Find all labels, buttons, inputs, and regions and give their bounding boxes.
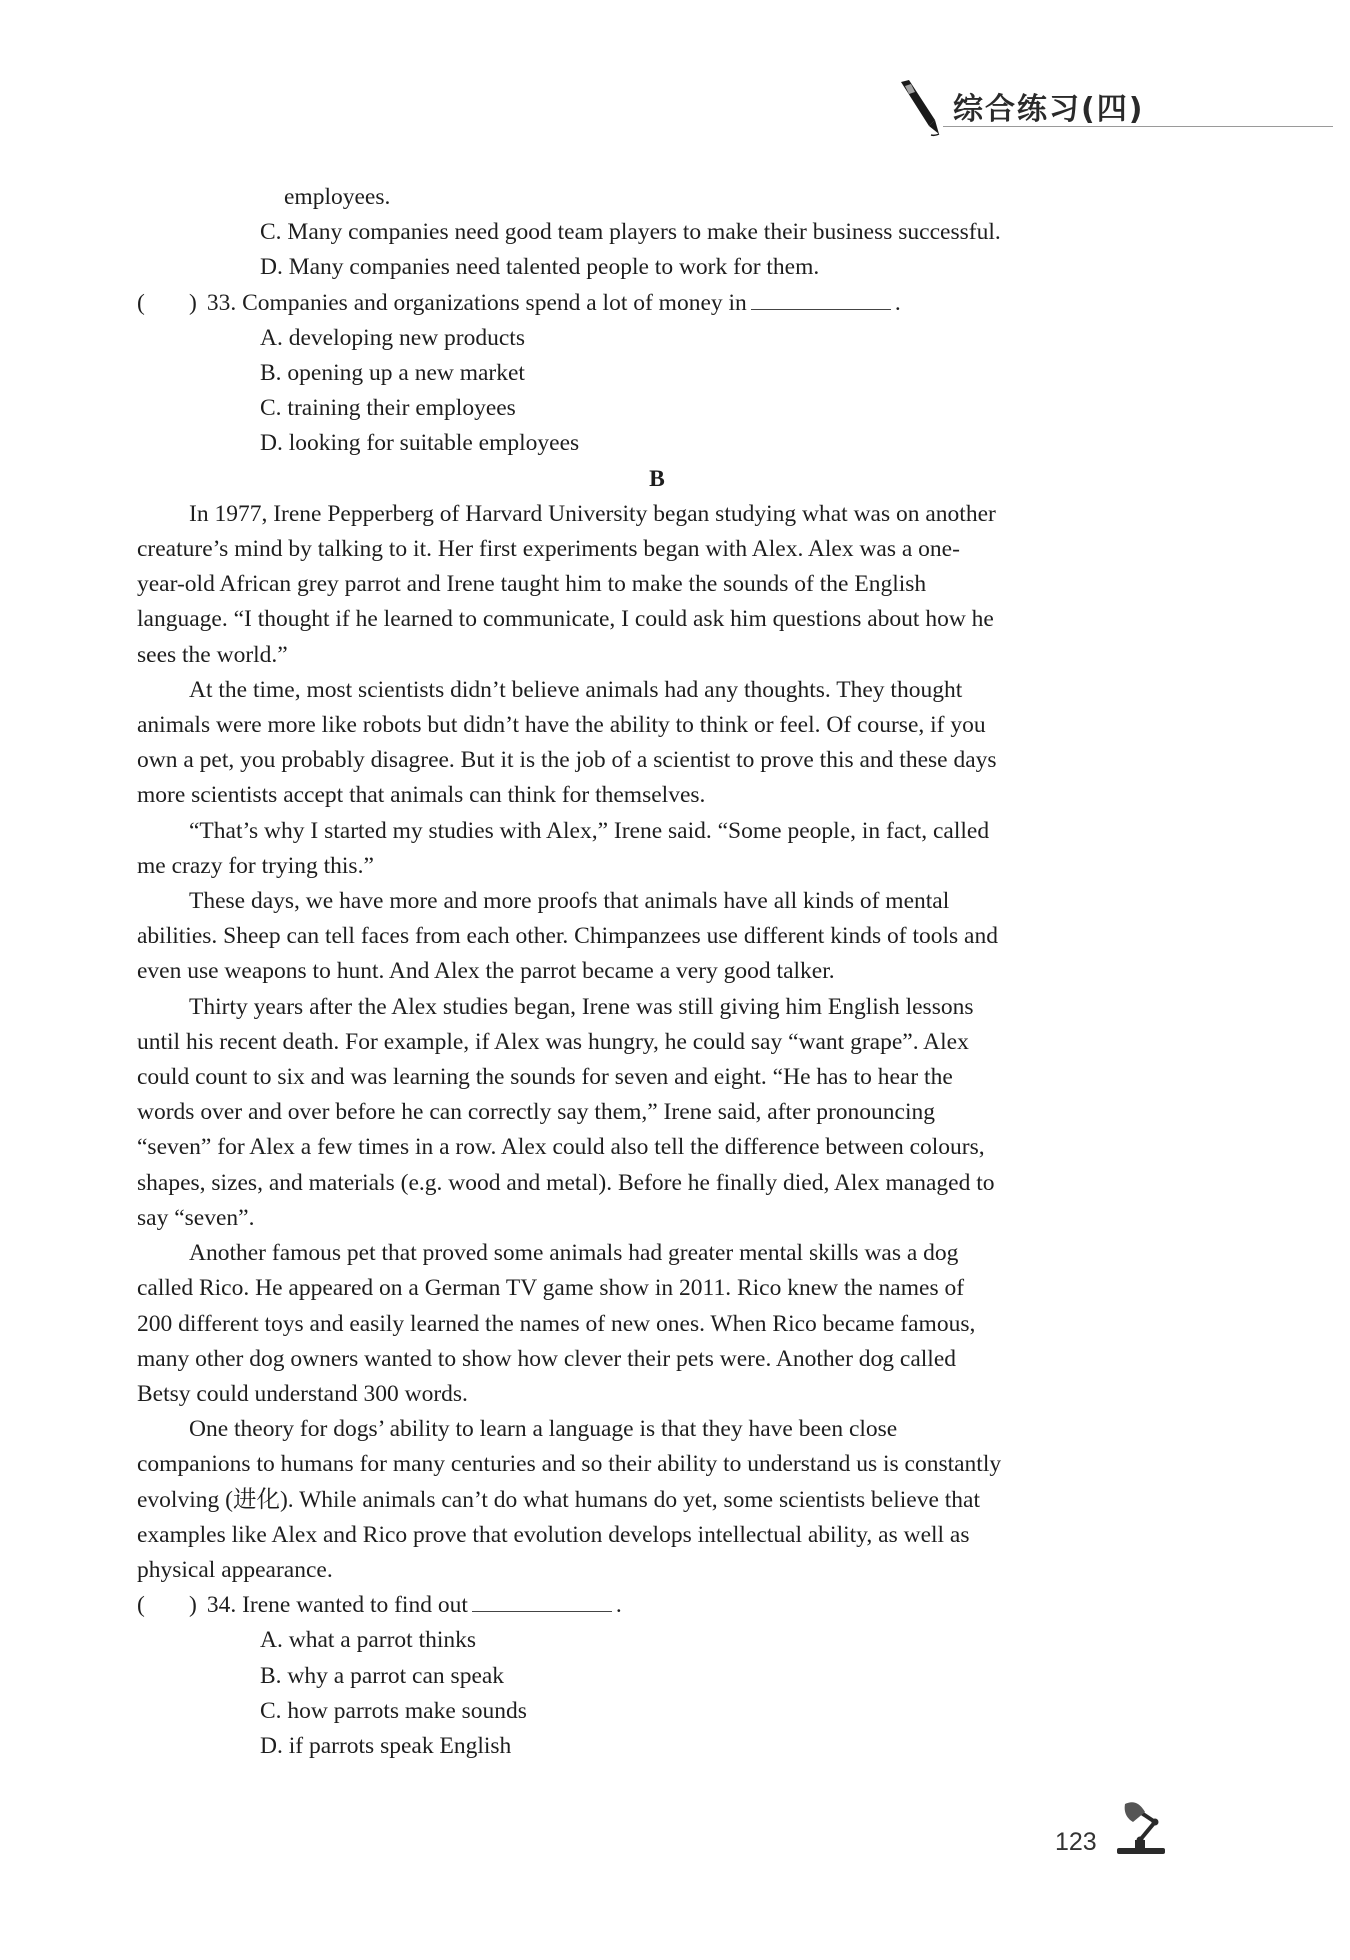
answer-bracket: (	[137, 289, 145, 316]
paragraph-line: animals were more like robots but didn’t have the ability to think or feel. Of course, if you	[137, 712, 986, 739]
question-end: .	[615, 1592, 622, 1619]
page-number: 123	[1055, 1828, 1097, 1856]
answer-bracket-close: )	[189, 289, 197, 316]
answer-option: D. looking for suitable employees	[260, 430, 580, 457]
paragraph-line: “seven” for Alex a few times in a row. Alex could also tell the difference between colours,	[137, 1134, 985, 1161]
answer-option: C. how parrots make sounds	[260, 1697, 527, 1724]
section-heading: B	[649, 465, 665, 492]
paragraph-line: me crazy for trying this.”	[137, 852, 374, 879]
pen-icon	[895, 78, 945, 138]
paragraph-line: 200 different toys and easily learned the names of new ones. When Rico became famous,	[137, 1310, 976, 1337]
paragraph-line: many other dog owners wanted to show how clever their pets were. Another dog called	[137, 1345, 957, 1372]
desk-lamp-icon	[1111, 1800, 1173, 1856]
question-end: .	[894, 289, 901, 316]
question-line	[137, 1588, 1177, 1623]
answer-bracket: (	[137, 1592, 145, 1619]
paragraph-line: examples like Alex and Rico prove that evolution develops intellectual ability, as well as	[137, 1521, 970, 1548]
answer-option: A. developing new products	[260, 324, 525, 351]
answer-option: C. training their employees	[260, 395, 516, 422]
page-footer	[1055, 1800, 1175, 1860]
paragraph-line: own a pet, you probably disagree. But it is the job of a scientist to prove this and these days	[137, 747, 997, 774]
paragraph-first-line: At the time, most scientists didn’t believe animals had any thoughts. They thought	[189, 676, 963, 703]
paragraph-line: shapes, sizes, and materials (e.g. wood and metal). Before he finally died, Alex managed to	[137, 1169, 995, 1196]
answer-blank	[751, 308, 891, 310]
paragraph-first-line: “That’s why I started my studies with Alex,” Irene said. “Some people, in fact, called	[189, 817, 990, 844]
answer-option: A. what a parrot thinks	[260, 1627, 477, 1654]
answer-option: C. Many companies need good team players to make their business successful.	[260, 219, 1001, 246]
paragraph-line: physical appearance.	[137, 1556, 333, 1583]
paragraph-line: could count to six and was learning the sounds for seven and eight. “He has to hear the	[137, 1064, 953, 1091]
answer-option: D. if parrots speak English	[260, 1732, 512, 1759]
paragraph-line: companions to humans for many centuries and so their ability to understand us is constantly	[137, 1451, 1002, 1478]
paragraph-line: language. “I thought if he learned to communicate, I could ask him questions about how he	[137, 606, 994, 633]
paragraph-line: year-old African grey parrot and Irene taught him to make the sounds of the English	[137, 571, 927, 598]
paragraph-line: even use weapons to hunt. And Alex the parrot became a very good talker.	[137, 958, 835, 985]
paragraph-line: evolving (进化). While animals can’t do what humans do yet, some scientists believe that	[137, 1486, 980, 1513]
page-header	[895, 78, 1335, 138]
page-content	[137, 180, 1177, 1764]
answer-blank	[472, 1610, 612, 1612]
question-line	[137, 286, 1177, 321]
paragraph-line: sees the world.”	[137, 641, 288, 668]
paragraph-first-line: In 1977, Irene Pepperberg of Harvard University began studying what was on another	[189, 500, 996, 527]
header-rule	[943, 126, 1333, 127]
paragraph-first-line: Another famous pet that proved some animals had greater mental skills was a dog	[189, 1240, 959, 1267]
paragraph-first-line: Thirty years after the Alex studies began, Irene was still giving him English lessons	[189, 993, 974, 1020]
paragraph-line: abilities. Sheep can tell faces from each other. Chimpanzees use different kinds of tools and	[137, 923, 998, 950]
paragraph-line: words over and over before he can correctly say them,” Irene said, after pronouncing	[137, 1099, 936, 1126]
option-continuation: employees.	[284, 184, 391, 210]
answer-option: B. opening up a new market	[260, 360, 525, 387]
paragraph-line: creature’s mind by talking to it. Her first experiments began with Alex. Alex was a one-	[137, 536, 960, 563]
question-text: 33. Companies and organizations spend a lot of money in	[206, 289, 747, 316]
paragraph-first-line: These days, we have more and more proofs that animals have all kinds of mental	[189, 888, 950, 915]
question-text: 34. Irene wanted to find out	[206, 1592, 468, 1619]
paragraph-line: until his recent death. For example, if Alex was hungry, he could say “want grape”. Alex	[137, 1028, 969, 1055]
header-title: 综合练习(四)	[953, 92, 1145, 127]
paragraph-line: more scientists accept that animals can think for themselves.	[137, 782, 706, 809]
paragraph-first-line: One theory for dogs’ ability to learn a language is that they have been close	[189, 1416, 898, 1443]
answer-bracket-close: )	[189, 1592, 197, 1619]
answer-option: D. Many companies need talented people to work for them.	[260, 254, 820, 281]
paragraph-line: called Rico. He appeared on a German TV game show in 2011. Rico knew the names of	[137, 1275, 965, 1302]
paragraph-line: say “seven”.	[137, 1204, 255, 1231]
answer-option: B. why a parrot can speak	[260, 1662, 505, 1689]
paragraph-line: Betsy could understand 300 words.	[137, 1380, 468, 1407]
